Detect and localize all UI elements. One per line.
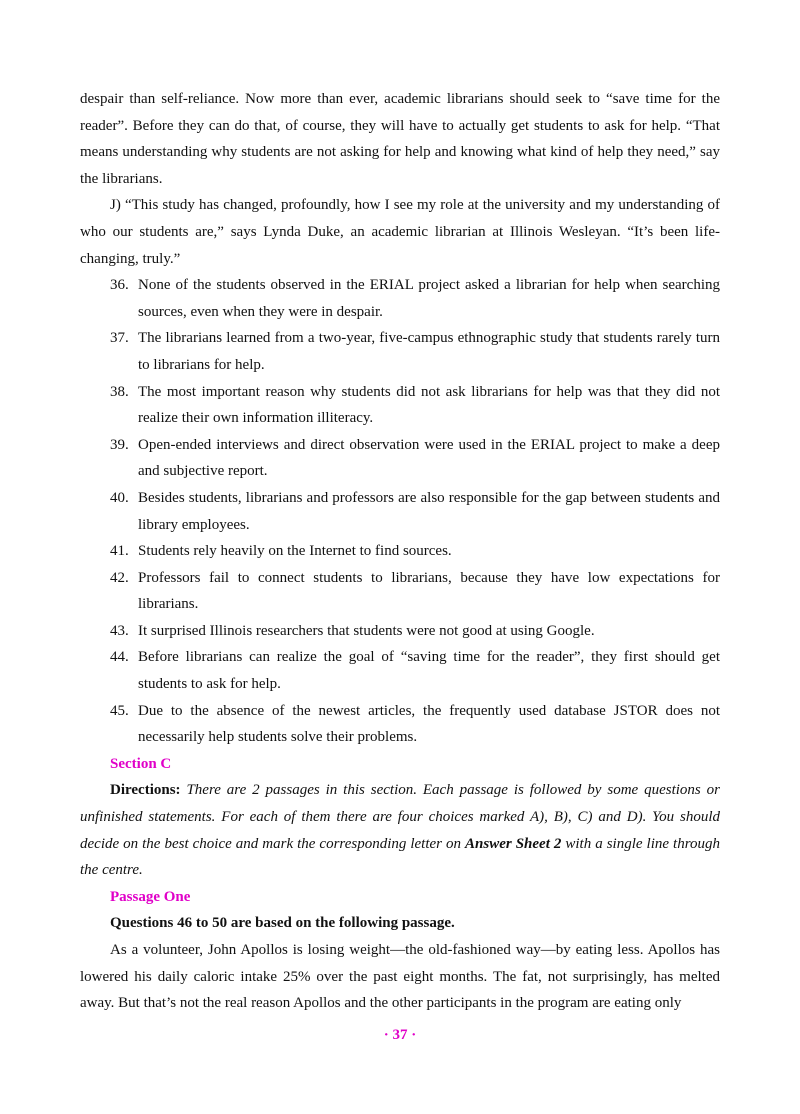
statement-item [80,538,720,565]
statement-item [80,698,720,751]
statement-text: The librarians learned from a two-year, five-campus ethnographic study that students rarely turn to librarians for help. [138,330,720,373]
directions-text: There are 2 passages in this section. Each passage is followed by some questions or unfinished statements. For each of them there are four choices marked A), B), C) and D). You should decide on the best choice and mark the corresponding letter on [80,782,721,852]
statement-item [80,644,720,697]
statement-number: 45. [110,702,129,719]
statement-number: 41. [110,543,129,560]
statement-item [80,432,720,485]
statement-item [80,618,720,645]
directions-tail: with a single line through the centre. [80,835,720,879]
statement-text: Students rely heavily on the Internet to find sources. [138,543,452,560]
directions [80,777,720,883]
statement-number: 36. [110,277,129,294]
statement-text: The most important reason why students did not ask librarians for help was that they did not realize their own information illiteracy. [138,383,720,427]
statement-number: 42. [110,569,129,586]
statement-item [80,485,720,538]
statement-text: Due to the absence of the newest articles, the frequently used database JSTOR does not necessarily help students solve their problems. [138,702,720,746]
statement-number: 43. [110,622,129,639]
passage-heading: Passage One [110,888,191,905]
page-content [80,86,720,1017]
questions-heading: Questions 46 to 50 are based on the following passage. [110,915,455,932]
section-heading: Section C [110,755,172,772]
statement-text: Besides students, librarians and professors are also responsible for the gap between students and library employees. [138,489,720,533]
passage-paragraph-j: J) “This study has changed, profoundly, how I see my role at the university and my understanding of who our students are,” says Lynda Duke, an academic librarian at Illinois Wesleyan. “It’s been life-changing, truly.” [80,197,720,267]
statement-text: Before librarians can realize the goal of “saving time for the reader”, they first should get students to ask for help. [138,649,720,693]
statement-number: 39. [110,436,129,453]
page-number: · 37 · [383,1027,417,1043]
statement-number: 40. [110,489,129,506]
statement-text: None of the students observed in the ERIAL project asked a librarian for help when searching sources, even when they were in despair. [138,277,720,320]
answer-sheet-label: Answer Sheet 2 [465,835,562,852]
statement-number: 38. [110,383,129,400]
statement-number: 37. [110,330,129,347]
statement-text: Open-ended interviews and direct observation were used in the ERIAL project to make a deep and subjective report. [138,436,720,480]
statement-item [80,379,720,432]
statement-item [80,325,720,378]
statement-text: Professors fail to connect students to librarians, because they have low expectations for librarians. [138,569,720,613]
statement-list [80,272,720,751]
passage-text: As a volunteer, John Apollos is losing weight—the old-fashioned way—by eating less. Apollos has lowered his daily caloric intake 25% over the past eight months. The fat, not surprisingly, has melted away. But that’s not the real reason Apollos and the other participants in the program are eating only [80,942,720,1012]
directions-label: Directions: [110,782,181,799]
statement-item [80,565,720,618]
statement-number: 44. [110,649,129,666]
statement-text: It surprised Illinois researchers that students were not good at using Google. [138,622,595,639]
statement-item [80,272,720,325]
passage-paragraph: despair than self-reliance. Now more than ever, academic librarians should seek to “save time for the reader”. Before they can do that, of course, they will have to actually get students to ask for help. “That means understanding why students are not asking for help and knowing what kind of help they need,” say the librarians. [80,91,720,187]
